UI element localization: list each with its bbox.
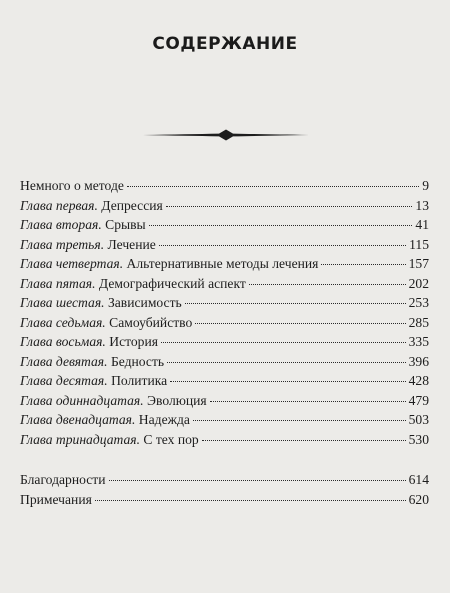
toc-page-number: 503 [408, 412, 429, 427]
toc-chapter-number: Глава десятая. [20, 373, 108, 388]
toc-entry[interactable] [20, 196, 429, 216]
toc-entry-title [20, 352, 164, 372]
toc-entry-title [20, 313, 192, 333]
toc-page-number: 202 [408, 275, 429, 291]
toc-page-number: 253 [408, 295, 429, 310]
toc-chapter-number: Глава седьмая. [20, 314, 106, 330]
ornament-divider [143, 129, 309, 141]
dot-leader [127, 186, 419, 187]
toc-page-number: 157 [408, 256, 429, 271]
toc-chapter-number: Глава третья. [20, 236, 105, 252]
toc-chapter-number: Глава первая. [20, 197, 98, 213]
toc-chapter-name: Бедность [110, 353, 165, 369]
toc-entry-title [20, 215, 146, 235]
toc-page-number: 335 [408, 334, 429, 349]
toc-page-number: 41 [415, 217, 429, 232]
toc-chapter-number: Глава четвертая. [20, 256, 124, 271]
toc-entry[interactable] [20, 293, 429, 313]
toc-back-matter-entry[interactable] [20, 490, 429, 510]
toc-chapter-name: Самоубийство [109, 314, 193, 330]
toc-entry[interactable] [20, 430, 429, 450]
toc-chapter-number: Глава шестая. [20, 295, 105, 310]
dot-leader [167, 362, 406, 363]
toc-entry-title [20, 176, 124, 196]
dot-leader [149, 225, 413, 226]
dot-leader [109, 480, 406, 481]
toc-chapter-number: Глава восьмая. [20, 334, 106, 349]
toc-chapter-name: Немного о методе [20, 178, 124, 193]
toc-entry-title: Примечания [20, 491, 92, 507]
toc-page-number: 115 [409, 236, 429, 252]
toc-page-number: 285 [408, 314, 429, 330]
toc-entry[interactable] [20, 313, 429, 333]
toc-chapter-name: Демографический аспект [98, 275, 246, 291]
toc-page-number: 9 [422, 178, 429, 193]
dot-leader [159, 245, 406, 246]
toc-chapter-name: С тех пор [143, 431, 199, 447]
toc-entry-title [20, 332, 158, 352]
toc-chapter-name: Надежда [138, 412, 190, 427]
toc-entry[interactable] [20, 176, 429, 196]
toc-chapter-number: Глава двенадцатая. [20, 412, 136, 427]
toc-entry[interactable] [20, 274, 429, 294]
dot-leader [161, 342, 406, 343]
dot-leader [195, 323, 405, 324]
toc-chapter-name: Депрессия [101, 197, 163, 213]
dot-leader [170, 381, 405, 382]
toc-page-number: 428 [408, 373, 429, 388]
toc-entry[interactable] [20, 371, 429, 391]
toc-chapter-number: Глава пятая. [20, 275, 96, 291]
toc-page-number: 396 [408, 353, 429, 369]
toc-page-number: 530 [408, 431, 429, 447]
toc-chapter-name: Зависимость [107, 295, 182, 310]
table-of-contents [20, 176, 429, 509]
toc-entry-title [20, 371, 167, 391]
dot-leader [202, 440, 406, 441]
toc-entry[interactable] [20, 391, 429, 411]
toc-chapter-name: Альтернативные методы лечения [126, 256, 319, 271]
toc-entry[interactable] [20, 352, 429, 372]
dot-leader [210, 401, 406, 402]
page-title: СОДЕРЖАНИЕ [152, 34, 298, 54]
toc-entry[interactable] [20, 235, 429, 255]
dot-leader [249, 284, 406, 285]
toc-entry-title [20, 196, 163, 216]
dot-leader [185, 303, 406, 304]
toc-chapter-number: Глава вторая. [20, 217, 102, 232]
dot-leader [95, 500, 406, 501]
toc-entry[interactable] [20, 215, 429, 235]
toc-entry-title [20, 274, 246, 294]
toc-chapter-name: Эволюция [147, 392, 207, 408]
toc-chapter-name: История [109, 334, 158, 349]
toc-entry-title [20, 235, 156, 255]
toc-entry[interactable] [20, 410, 429, 430]
toc-chapter-number: Глава девятая. [20, 353, 108, 369]
toc-entry-title [20, 254, 318, 274]
toc-chapter-name: Срывы [105, 217, 146, 232]
toc-entry[interactable] [20, 254, 429, 274]
toc-entry[interactable] [20, 332, 429, 352]
toc-page-number: 479 [408, 392, 429, 408]
toc-chapter-number: Глава одиннадцатая. [20, 392, 144, 408]
toc-entry-title [20, 410, 190, 430]
toc-entry-title: Благодарности [20, 472, 106, 487]
toc-entry-title [20, 430, 199, 450]
dot-leader [321, 264, 405, 265]
toc-entry-title [20, 293, 182, 313]
dot-leader [166, 206, 413, 207]
toc-chapter-name: Политика [111, 373, 168, 388]
toc-entry-title [20, 391, 207, 411]
toc-page-number: 614 [408, 472, 429, 487]
toc-chapter-number: Глава тринадцатая. [20, 431, 140, 447]
toc-back-matter-entry[interactable] [20, 470, 429, 490]
dot-leader [193, 420, 406, 421]
toc-page-number: 620 [408, 491, 429, 507]
toc-page-number: 13 [415, 197, 429, 213]
toc-chapter-name: Лечение [107, 236, 156, 252]
